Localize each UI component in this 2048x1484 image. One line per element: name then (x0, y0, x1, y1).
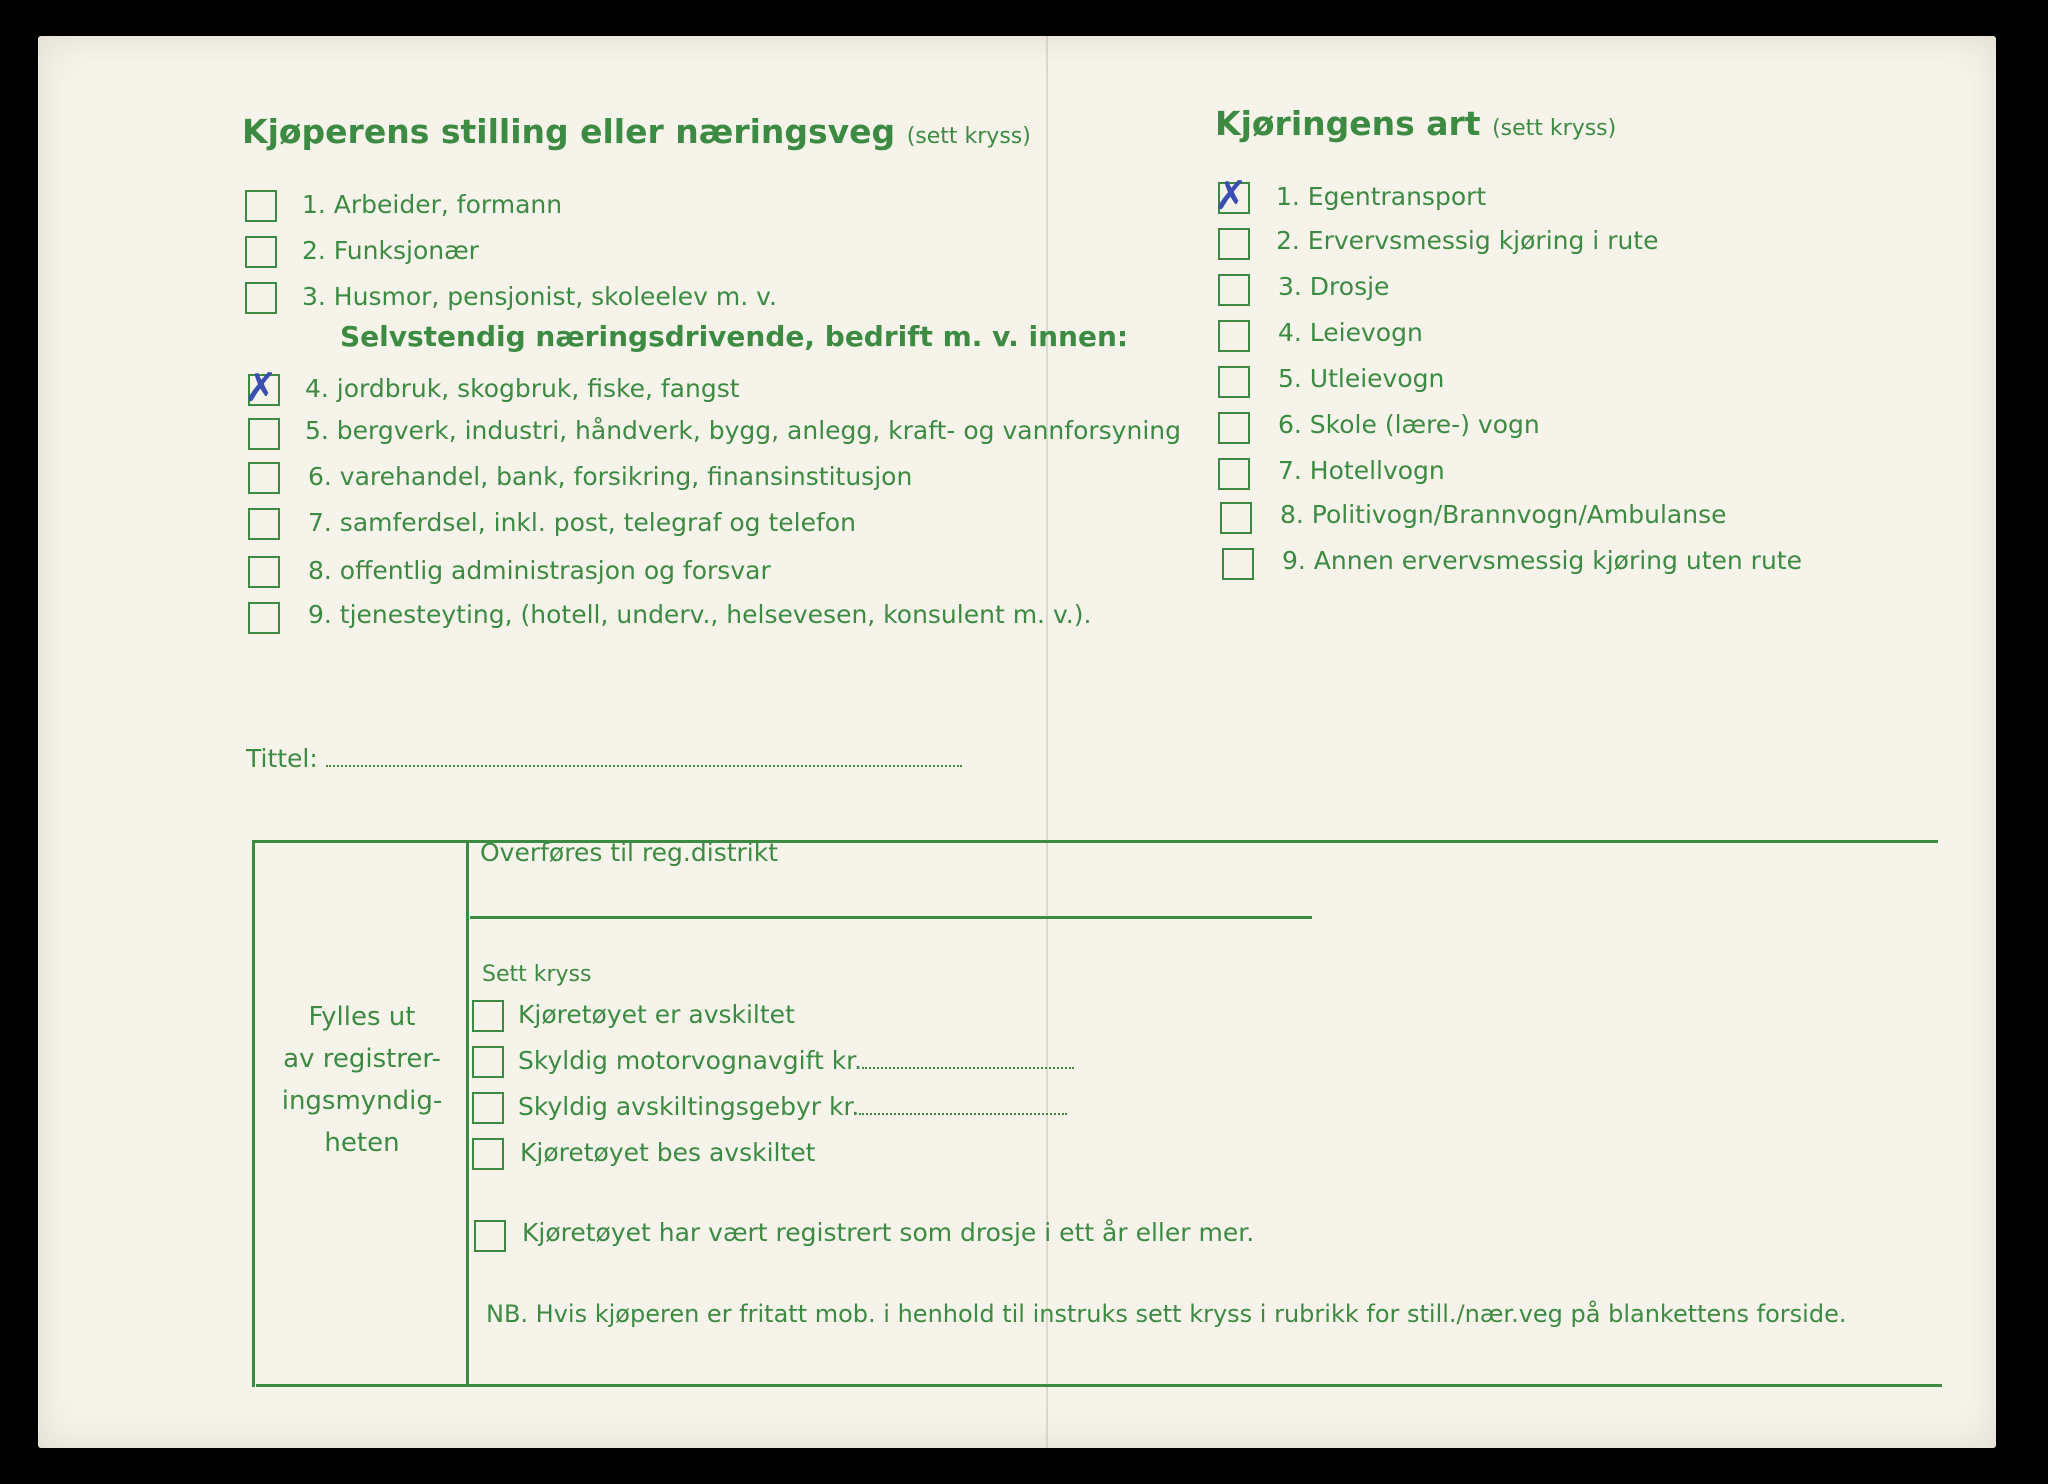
driving-type-heading (1215, 104, 1616, 143)
registry-checkbox-1[interactable] (472, 1000, 504, 1032)
registry-box-divider (466, 840, 469, 1387)
occupation-checkbox-5[interactable] (248, 418, 280, 450)
driving-type-label-2: 2. Ervervsmessig kjøring i rute (1276, 226, 1659, 255)
occupation-label-7: 7. samferdsel, inkl. post, telegraf og telefon (308, 508, 856, 537)
driving-type-checkbox-1[interactable] (1214, 173, 1250, 219)
registry-label-5: Kjøretøyet har vært registrert som drosje i ett år eller mer. (522, 1218, 1255, 1247)
occupation-label-8: 8. offentlig administrasjon og forsvar (308, 556, 771, 585)
transfer-district-field[interactable] (470, 916, 1312, 919)
side-label-line-1: Fylles ut (308, 1002, 416, 1032)
deregistration-fee-amount-field[interactable] (859, 1107, 1067, 1115)
driving-type-label-4: 4. Leievogn (1278, 318, 1423, 347)
driving-type-heading-text: Kjøringens art (1215, 104, 1481, 143)
driving-type-label-7: 7. Hotellvogn (1278, 456, 1445, 485)
side-label-line-4: heten (324, 1128, 400, 1158)
occupation-label-9: 9. tjenesteyting, (hotell, underv., helsevesen, konsulent m. v.). (308, 600, 1092, 629)
self-employed-subheading: Selvstendig næringsdrivende, bedrift m. v. innen: (340, 320, 1129, 353)
occupation-checkbox-6[interactable] (248, 462, 280, 494)
occupation-label-5: 5. bergverk, industri, håndverk, bygg, anlegg, kraft- og vannforsyning (305, 416, 1181, 445)
driving-type-checkbox-3[interactable] (1218, 274, 1250, 306)
driving-type-label-5: 5. Utleievogn (1278, 364, 1445, 393)
occupation-checkbox-1[interactable] (245, 190, 277, 222)
registry-label-4: Kjøretøyet bes avskiltet (520, 1138, 816, 1167)
occupation-label-6: 6. varehandel, bank, forsikring, finansinstitusjon (308, 462, 913, 491)
registry-checkbox-4[interactable] (472, 1138, 504, 1170)
registry-box-left-border (252, 840, 255, 1387)
side-label-line-2: av registrer- (283, 1044, 441, 1074)
buyer-occupation-heading (242, 112, 1031, 151)
driving-type-heading-note: (sett kryss) (1492, 116, 1617, 141)
occupation-checkbox-2[interactable] (245, 236, 277, 268)
registry-checkbox-3[interactable] (472, 1092, 504, 1124)
registry-label-1: Kjøretøyet er avskiltet (518, 1000, 795, 1029)
registry-box-bottom-border (256, 1384, 1942, 1387)
driving-type-label-1: 1. Egentransport (1276, 182, 1487, 211)
title-dotted-line (326, 759, 962, 767)
occupation-label-4: 4. jordbruk, skogbruk, fiske, fangst (305, 374, 740, 403)
driving-type-checkbox-8[interactable] (1220, 502, 1252, 534)
title-field[interactable] (246, 744, 962, 773)
registry-label-2: Skyldig motorvognavgift kr. (518, 1046, 863, 1075)
occupation-label-1: 1. Arbeider, formann (302, 190, 563, 219)
driving-type-label-6: 6. Skole (lære-) vogn (1278, 410, 1540, 439)
driving-type-checkbox-7[interactable] (1218, 458, 1250, 490)
transfer-district-label: Overføres til reg.distrikt (480, 838, 779, 867)
driving-type-checkbox-6[interactable] (1218, 412, 1250, 444)
occupation-label-2: 2. Funksjonær (302, 236, 479, 265)
cross-mark-icon: ✗ (244, 365, 278, 411)
driving-type-checkbox-5[interactable] (1218, 366, 1250, 398)
registry-checkbox-5[interactable] (474, 1220, 506, 1252)
occupation-checkbox-4[interactable] (244, 365, 280, 411)
driving-type-checkbox-4[interactable] (1218, 320, 1250, 352)
nb-note: NB. Hvis kjøperen er fritatt mob. i henhold til instruks sett kryss i rubrikk for still./nær.veg på blankettens forside. (486, 1300, 1847, 1328)
registry-checkbox-2[interactable] (472, 1046, 504, 1078)
side-label-line-3: ingsmyndig- (281, 1086, 443, 1116)
registry-row-3 (518, 1092, 1067, 1121)
occupation-label-3: 3. Husmor, pensjonist, skoleelev m. v. (302, 282, 777, 311)
buyer-occupation-heading-note: (sett kryss) (906, 124, 1031, 149)
driving-type-checkbox-9[interactable] (1222, 548, 1254, 580)
occupation-checkbox-7[interactable] (248, 508, 280, 540)
driving-type-label-8: 8. Politivogn/Brannvogn/Ambulanse (1280, 500, 1727, 529)
check-instruction: Sett kryss (482, 962, 592, 987)
cross-mark-icon: ✗ (1214, 173, 1248, 219)
occupation-checkbox-9[interactable] (248, 602, 280, 634)
title-label: Tittel: (246, 744, 318, 773)
motor-tax-amount-field[interactable] (862, 1061, 1074, 1069)
occupation-checkbox-3[interactable] (245, 282, 277, 314)
driving-type-checkbox-2[interactable] (1218, 228, 1250, 260)
registry-row-2 (518, 1046, 1074, 1075)
driving-type-label-3: 3. Drosje (1278, 272, 1390, 301)
driving-type-label-9: 9. Annen ervervsmessig kjøring uten rute (1282, 546, 1802, 575)
registry-label-3: Skyldig avskiltingsgebyr kr. (518, 1092, 860, 1121)
buyer-occupation-heading-text: Kjøperens stilling eller næringsveg (242, 112, 896, 151)
occupation-checkbox-8[interactable] (248, 556, 280, 588)
registry-authority-label (262, 996, 462, 1164)
